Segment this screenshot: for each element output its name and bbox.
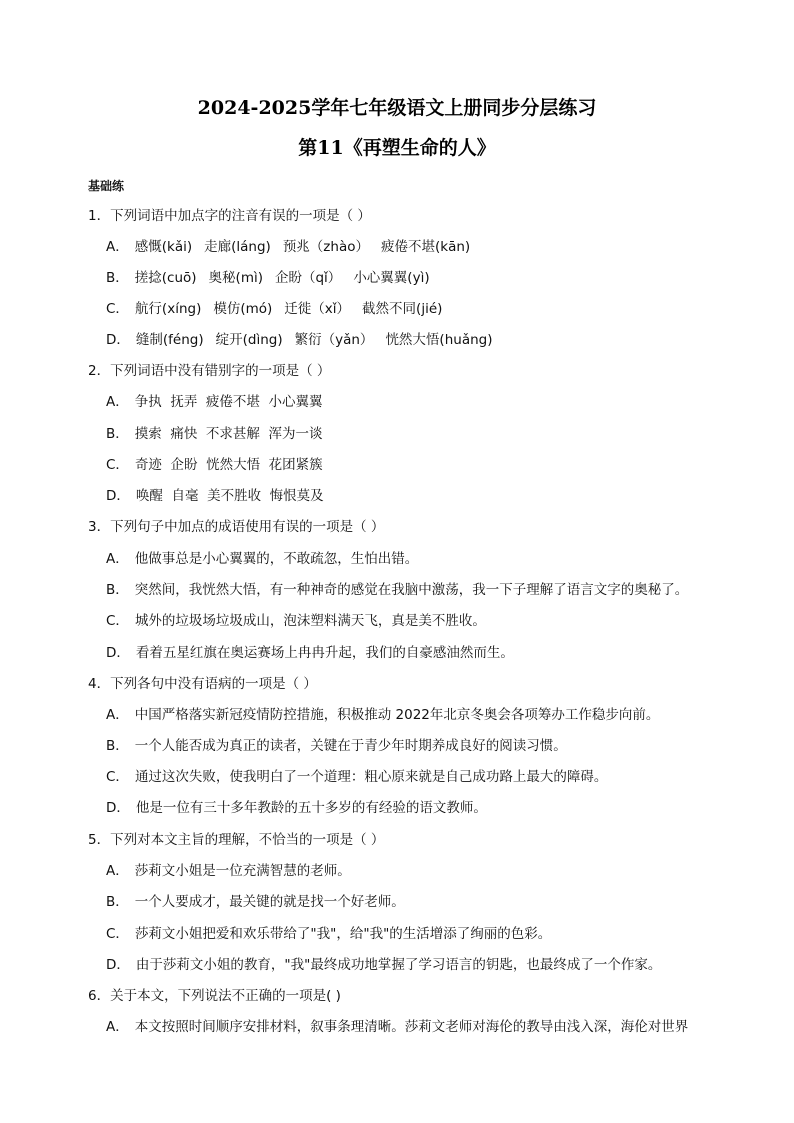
question-3-option-d — [106, 643, 514, 663]
option-word: 航行(xíng) — [134, 301, 202, 317]
question-3-stem: 3．下列句子中加点的成语使用有误的一项是（ ） — [88, 519, 385, 535]
option-letter: B． — [106, 582, 129, 598]
option-letter: C． — [106, 457, 129, 473]
option-text: 由于莎莉文小姐的教育，"我"最终成功地掌握了学习语言的钥匙，也最终成了一个作家。 — [135, 957, 662, 973]
option-word: 绽开(dìng) — [215, 332, 283, 348]
option-letter: D． — [106, 957, 130, 973]
option-word: 迁徙（xǐ） — [284, 301, 351, 317]
option-letter: D． — [106, 645, 130, 661]
option-word: 走廊(láng) — [204, 239, 271, 255]
question-3-option-b — [106, 580, 688, 600]
question-2-option-a — [106, 392, 323, 412]
question-1-option-b — [106, 268, 442, 288]
question-2-stem: 2．下列词语中没有错别字的一项是（ ） — [88, 363, 331, 379]
option-word: 奥秘(mì) — [208, 270, 263, 286]
option-text: 一个人能否成为真正的读者，关键在于青少年时期养成良好的阅读习惯。 — [134, 738, 567, 754]
question-5-stem: 5．下列对本文主旨的理解，不恰当的一项是（ ） — [88, 832, 385, 848]
option-word: 感慨(kǎi) — [134, 239, 193, 255]
question-5-option-a — [106, 861, 351, 881]
option-letter: B． — [106, 894, 129, 910]
option-word: 小心翼翼(yì) — [353, 270, 430, 286]
option-letter: B． — [106, 270, 129, 286]
option-text: 本文按照时间顺序安排材料，叙事条理清晰。莎莉文老师对海伦的教导由浅入深，海伦对世界 — [134, 1019, 689, 1035]
question-4-option-d — [106, 798, 487, 818]
option-word: 疲倦不堪(kān) — [381, 239, 471, 255]
option-word: 预兆（zhào） — [282, 239, 369, 255]
option-text: 莎莉文小姐是一位充满智慧的老师。 — [134, 863, 351, 879]
option-letter: B． — [106, 738, 129, 754]
question-3-option-a — [106, 549, 418, 569]
option-letter: A． — [106, 394, 129, 410]
option-letter: A． — [106, 863, 129, 879]
option-word: 截然不同(jié) — [362, 301, 443, 317]
option-text: 他是一位有三十多年教龄的五十多岁的有经验的语文教师。 — [135, 800, 487, 816]
option-word: 模仿(mó) — [213, 301, 273, 317]
option-word: 缝制(féng) — [135, 332, 204, 348]
option-text: 一个人要成才，最关键的就是找一个好老师。 — [134, 894, 405, 910]
question-5-option-b — [106, 892, 405, 912]
question-1-option-d — [106, 330, 504, 350]
option-letter: A． — [106, 707, 129, 723]
document-title: 2024-2025学年七年级语文上册同步分层练习 — [197, 97, 597, 119]
option-text: 摸索 痛快 不求甚解 浑为一谈 — [134, 426, 323, 442]
option-text: 奇迹 企盼 恍然大悟 花团紧簇 — [134, 457, 323, 473]
question-1-stem: 1．下列词语中加点字的注音有误的一项是（ ） — [88, 208, 371, 224]
option-letter: D． — [106, 488, 130, 504]
option-text: 他做事总是小心翼翼的，不敢疏忽，生怕出错。 — [134, 551, 419, 567]
question-4-option-a — [106, 705, 659, 725]
question-4-stem: 4．下列各句中没有语病的一项是（ ） — [88, 676, 317, 692]
option-word: 企盼（qǐ） — [274, 270, 342, 286]
question-5-option-c — [106, 924, 551, 944]
option-word: 恍然大悟(huǎng) — [385, 332, 493, 348]
question-1-option-a — [106, 237, 482, 257]
question-2-option-d — [106, 486, 324, 506]
question-2-option-b — [106, 424, 323, 444]
lesson-title: 第11《再塑生命的人》 — [298, 137, 496, 159]
option-word: 繁衍（yǎn） — [294, 332, 374, 348]
question-1-option-c — [106, 299, 454, 319]
option-letter: C． — [106, 926, 129, 942]
question-2-option-c — [106, 455, 323, 475]
option-word: 搓捻(cuō) — [134, 270, 197, 286]
option-letter: A． — [106, 239, 129, 255]
question-4-option-c — [106, 767, 607, 787]
option-letter: B． — [106, 426, 129, 442]
section-heading: 基础练 — [88, 179, 125, 193]
question-4-option-b — [106, 736, 567, 756]
option-text: 城外的垃圾场垃圾成山，泡沫塑料满天飞，真是美不胜收。 — [134, 613, 486, 629]
option-letter: A． — [106, 551, 129, 567]
question-6-stem: 6．关于本文，下列说法不正确的一项是( ) — [88, 988, 341, 1004]
option-letter: D． — [106, 332, 130, 348]
option-letter: A． — [106, 1019, 129, 1035]
option-letter: C． — [106, 769, 129, 785]
question-3-option-c — [106, 611, 486, 631]
option-text: 中国严格落实新冠疫情防控措施，积极推动 2022年北京冬奥会各项筹办工作稳步向前。 — [134, 707, 660, 723]
option-letter: D． — [106, 800, 130, 816]
option-letter: C． — [106, 613, 129, 629]
question-5-option-d — [106, 955, 661, 975]
option-text: 争执 抚弄 疲倦不堪 小心翼翼 — [134, 394, 323, 410]
option-text: 唤醒 自毫 美不胜收 悔恨莫及 — [135, 488, 324, 504]
option-text: 突然间，我恍然大悟，有一种神奇的感觉在我脑中激荡，我一下子理解了语言文字的奥秘了。 — [134, 582, 689, 598]
question-6-option-a — [106, 1017, 688, 1037]
option-text: 看着五星红旗在奥运赛场上冉冉升起，我们的自豪感油然而生。 — [135, 645, 514, 661]
option-letter: C． — [106, 301, 129, 317]
option-text: 莎莉文小姐把爱和欢乐带给了"我"，给"我"的生活增添了绚丽的色彩。 — [134, 926, 552, 942]
option-text: 通过这次失败，使我明白了一个道理：粗心原来就是自己成功路上最大的障碍。 — [134, 769, 608, 785]
